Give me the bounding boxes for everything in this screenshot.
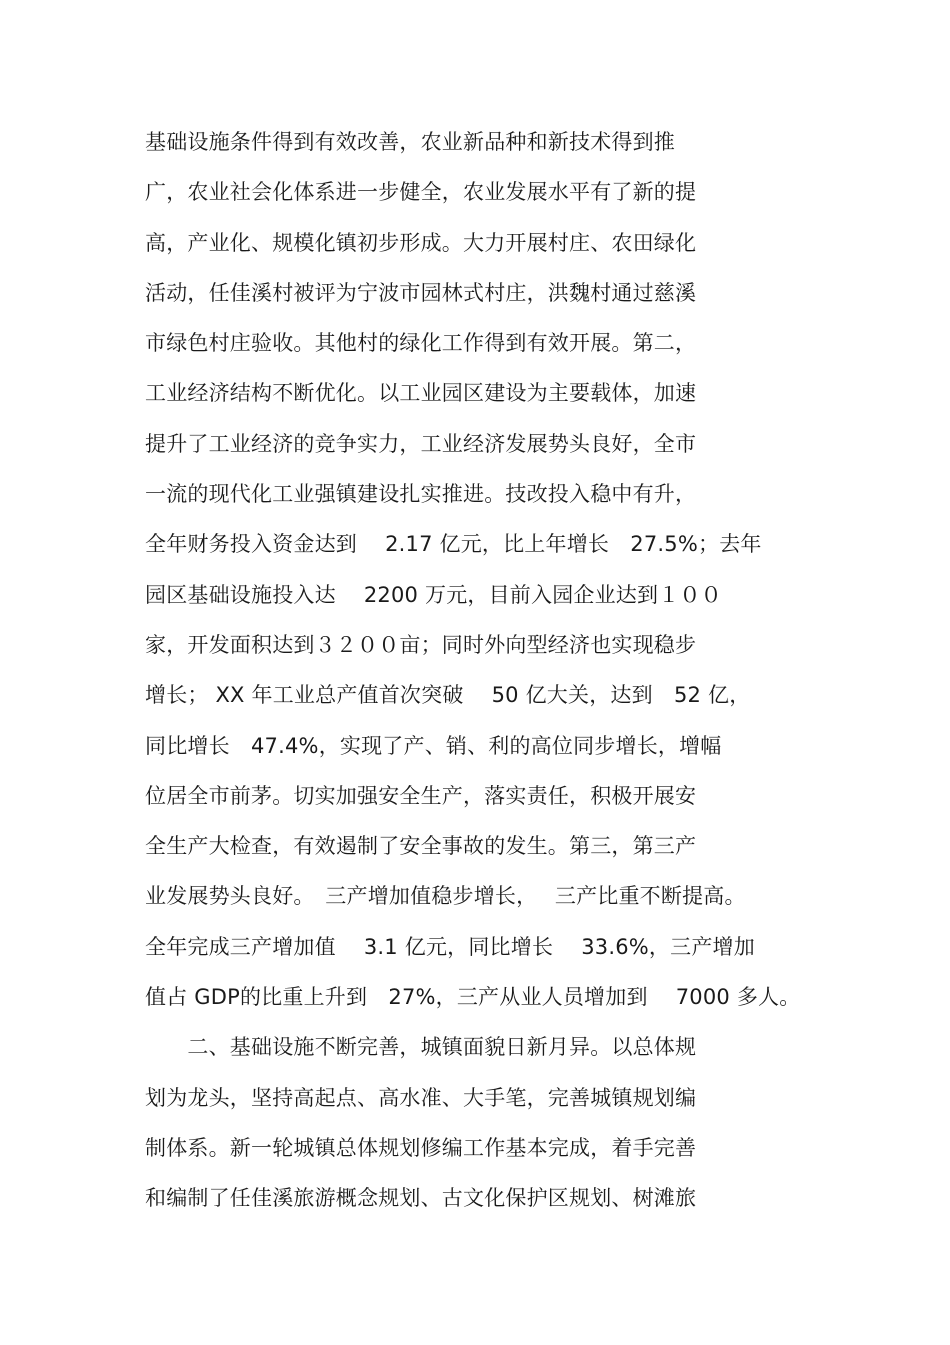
text-line: 市绿色村庄验收。其他村的绿化工作得到有效开展。第二， (145, 331, 697, 356)
text-line: 工业经济结构不断优化。以工业园区建设为主要载体，加速 (145, 381, 697, 406)
text-line: 基础设施条件得到有效改善，农业新品种和新技术得到推 (145, 130, 675, 154)
text-line: 活动，任佳溪村被评为宁波市园林式村庄，洪魏村通过慈溪 (145, 280, 697, 305)
text-line: 家，开发面积达到３２００亩；同时外向型经济也实现稳步 (145, 632, 697, 657)
text-line: 园区基础设施投入达 2200 万元，目前入园企业达到１００ (145, 582, 722, 607)
text-line: 位居全市前茅。切实加强安全生产，落实责任，积极开展安 (145, 783, 697, 808)
text-line: 一流的现代化工业强镇建设扎实推进。技改投入稳中有升， (145, 482, 697, 507)
text-line: 全年财务投入资金达到 2.17 亿元，比上年增长 27.5%；去年 (145, 532, 762, 557)
text-line: 高，产业化、规模化镇初步形成。大力开展村庄、农田绿化 (145, 230, 697, 255)
text-line: 和编制了任佳溪旅游概念规划、古文化保护区规划、树滩旅 (145, 1186, 697, 1211)
paragraph-start-line: 二、基础设施不断完善，城镇面貌日新月异。以总体规 (145, 1035, 697, 1060)
text-line: 全年完成三产增加值 3.1 亿元，同比增长 33.6%，三产增加 (145, 934, 755, 959)
text-line: 值占 GDP的比重上升到 27%，三产从业人员增加到 7000 多人。 (145, 985, 801, 1010)
text-line: 广，农业社会化体系进一步健全，农业发展水平有了新的提 (145, 180, 697, 205)
text-line: 增长； XX 年工业总产值首次突破 50 亿大关，达到 52 亿， (145, 683, 751, 708)
text-line: 提升了工业经济的竞争实力，工业经济发展势头良好，全市 (145, 431, 697, 456)
text-line: 制体系。新一轮城镇总体规划修编工作基本完成，着手完善 (145, 1135, 697, 1160)
text-line: 划为龙头，坚持高起点、高水准、大手笔，完善城镇规划编 (145, 1085, 697, 1110)
text-line: 业发展势头良好。 三产增加值稳步增长， 三产比重不断提高。 (145, 884, 746, 909)
body-text (145, 122, 845, 1229)
text-line: 同比增长 47.4%，实现了产、销、利的高位同步增长，增幅 (145, 733, 722, 758)
text-line: 全生产大检查，有效遏制了安全事故的发生。第三，第三产 (145, 834, 697, 859)
